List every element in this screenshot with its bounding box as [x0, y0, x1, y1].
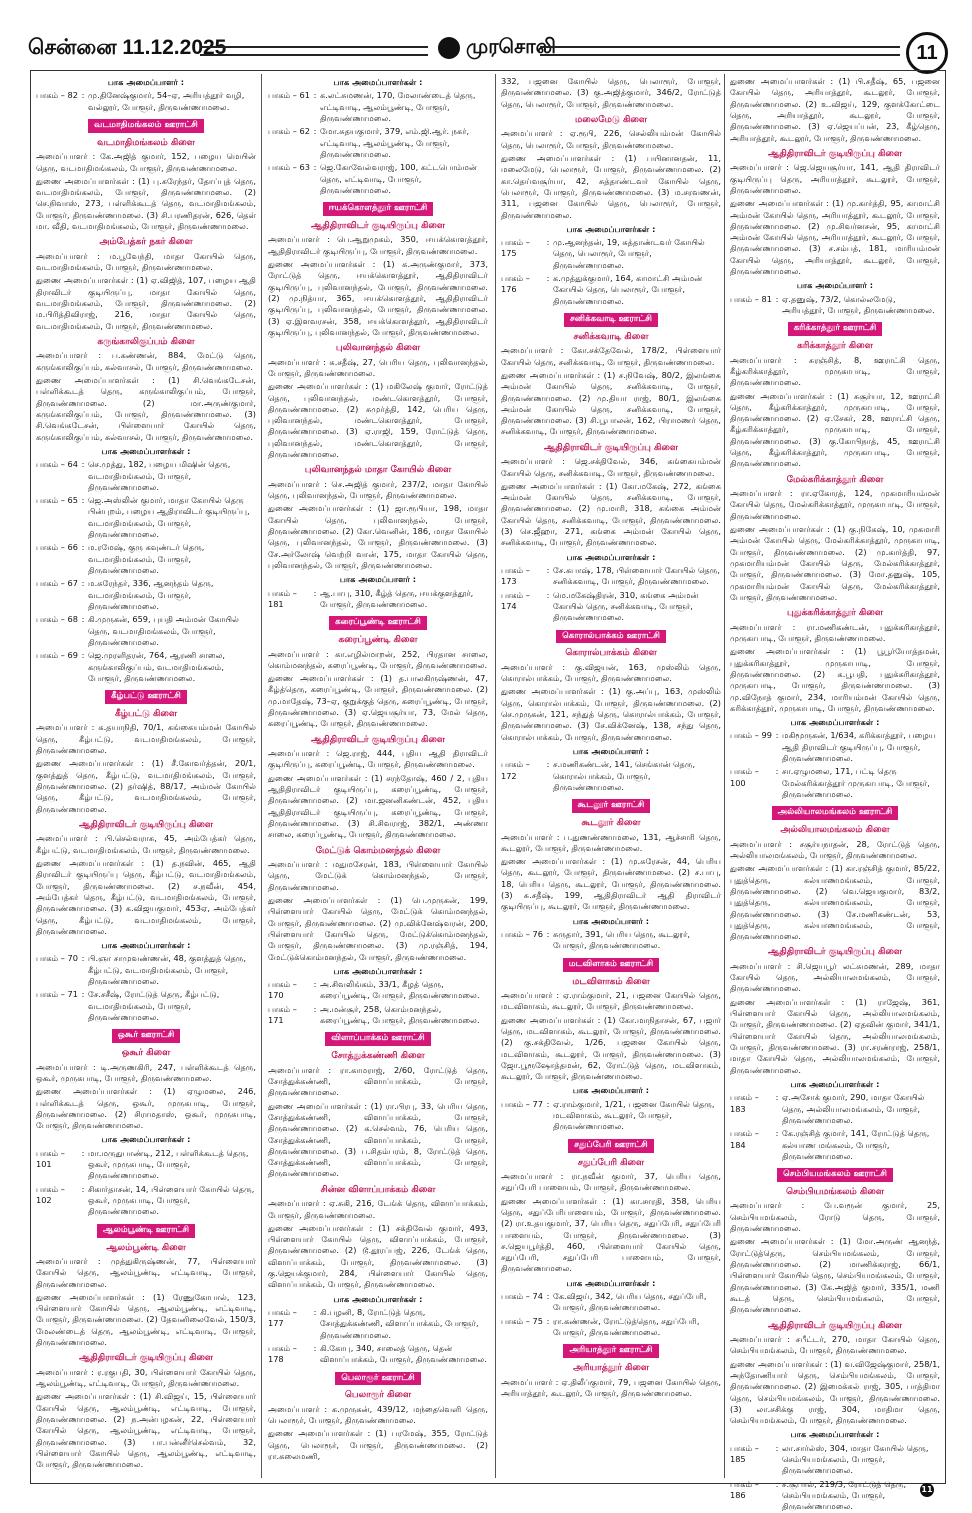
branch-heading: சதுப்பேரி கிளை [577, 1157, 645, 1168]
section-label: பாக அமைப்பாளர் : [339, 574, 417, 585]
booth-row: பாகம் – 175 : மு.ஆனந்தன், 19, சுத்தாண்டவர் கோயில் தெரு, பெலாரூர், போளூர், திருவண்ணாமலை. [501, 237, 705, 270]
branch-heading: அம்பேத்கர் நகர் கிளை [99, 237, 193, 248]
section-label: பாக அமைப்பாளர்கள் : [566, 1277, 656, 1288]
organizer-entry: அமைப்பாளர் : ரா.காமராஜ், 2/60, ரோட்டுத் தெரு, சோத்துக்கண்ணி, விளாப்பாக்கம், போளூர், திருவண்ணாமலை. [268, 1064, 488, 1098]
deputy-organizers-entry: துணை அமைப்பாளர்கள் : (1) சி.விஜய், 15, பிள்ளையார் கோயில் தெரு, ஆலம்பூண்டி, எட்டிவாடி, போளூர், திருவண்ணாமலை. (2) ந.அன்பழகன், 22, பிள்ளையார் கோயில் தெரு, ஆலம்பூண்டி, எட்டிவாடி, போளூர், திருவண்ணாமலை. (3) பா.பன்னீர்செல்வம், 32, பிள்ளையார் கோயில் தெரு, ஆலம்பூண்டி, எட்டிவாடி, போளூர், திருவண்ணாமலை. [36, 1391, 256, 1470]
organizer-entry: அமைப்பாளர் : பி.செல்வராசு, 45, அம்பேத்கர் தெரு, கீழ்பட்டு, வடமாதிமங்கலம், போளூர், திருவண்ணாமலை. [36, 833, 256, 855]
deputy-organizers-entry: துணை அமைப்பாளர்கள் : (1) கோ.மாநிதாசன், 67, பஜார் தெரு, மடவிளாகம், கூடலூர், போளூர், திருவண்ணாமலை. (2) கு.சக்திவேல், 1/26, பஜனை கோயில் தெரு, மடவிளாகம், கூடலூர், போளூர், திருவண்ணாமலை. (3) ஜோ.பூரூஷோத்தமன், 62, ரோட்டுத் தெரு, மடவிளாகம், கூடலூர், போளூர், திருவண்ணாமலை. [501, 1014, 721, 1082]
section-label: பாக அமைப்பாளர் : [107, 77, 185, 87]
deputy-organizers-entry: துணை அமைப்பாளர்கள் : (1) வ.விஜேஷ்குமார், 258/1, அந்தோணியார் தெரு, செம்பியமங்கலம், போளூர், திருவண்ணாமலை. (2) இமைக்கல் ராஜ், 305, பாத்திமா தெரு, செம்பியமங்கலம், போளூர், திருவண்ணாமலை. (3) லா.சசிக்கு ராஜ், 304, மாதிமா தெரு, செம்பியமங்கலம், போளூர், திருவண்ணாமலை. [730, 1358, 940, 1426]
branch-heading: ஆதிதிராவிடர் குடியிருப்பு கிளை [768, 148, 902, 159]
branch-heading: ஆதிதிராவிடர் குடியிருப்பு கிளை [768, 947, 902, 958]
section-label: பாக அமைப்பாளர் : [572, 1085, 650, 1096]
branch-heading: மேல்கரிக்காத்தூர் கிளை [786, 474, 884, 485]
deputy-organizers-entry: துணை அமைப்பாளர்கள் : (1) கா.ரஞ்சித் குமார், 85/22, புதுத்தெரு, கல்யாணமங்கலம், போளூர், திருவண்ணாமலை. (2) வெ.ஜெயகுமார், 83/2, புதுத்தெரு, கல்யாணமங்கலம், போளூர், திருவண்ணாமலை. (3) சே.மணிகண்டன், 53, புதுத்தெரு, கல்யாணமங்கலம், போளூர், திருவண்ணாமலை. [730, 863, 940, 942]
branch-heading: மடவிளாகம் கிளை [572, 976, 650, 987]
booth-row: பாகம் – 174 : மெ.மகேஷ்திரன், 310, கங்கை அம்மன் கோயில் தெரு, சனிக்கவாடி, போளூர், திருவண்ணாமலை. [501, 589, 699, 623]
branch-heading: ஆதிதிராவிடர் குடியிருப்பு கிளை [544, 442, 678, 453]
deputy-organizers-entry: துணை அமைப்பாளர்கள் : (1) சு.அருண்குமார், 373, ரோட்டுத் தெரு, ஈயக்கொளத்தூர், ஆதிதிராவிடர் குடியிருப்பு, புலிவானந்தல், போளூர், திருவண்ணாமலை. (2) மு.நித்யா, 365, ஈயக்கொளத்தூர், ஆதிதிராவிடர் குடியிருப்பு, புலிவானந்தல், போளூர், திருவண்ணாமலை. (3) ஏ.இளவரசன், 358, ஈயக்கொளத்தூர், ஆதிதிராவிடர் குடியிருப்பு, புலிவானந்தல், போளூர், திருவண்ணாமலை. [268, 259, 488, 337]
booth-row: பாகம் – 76 : சுருதார், 391, பெரிய தெரு, கூடலூர், போளூர், திருவண்ணாமலை. [501, 929, 690, 951]
deputy-organizers-entry: துணை அமைப்பாளர்கள் : (1) மகிலேஷ் குமார், ரோட்டுத் தெரு, புலிவானந்தல், மண்டகொளத்தூர், போளூர், திருவண்ணாமலை. (2) சுமுர்த்தி, 142, பெரிய தெரு, புலிவானந்தல், மண்டகொளத்தூர், போளூர், திருவண்ணாமலை. (3) ஏ.ராஜி, 159, ரோட்டுத் தெரு, புலிவானந்தல், மண்டகொளத்தூர், போளூர், திருவண்ணாமலை. [268, 381, 488, 460]
panchayat-heading: வடமாதிமங்கலம் ஊராட்சி [88, 119, 204, 133]
booth-row: பாகம் – 171 : அ.மன்சூர், 258, கொம்மனந்தல், கரைப்பூண்டி, போளூர், திருவண்ணாமலை. [268, 1003, 480, 1026]
branch-heading: புதுக்கரிக்காத்தூர் கிளை [787, 608, 883, 619]
organizer-entry: அமைப்பாளர் : க.தயாநிதி, 70/1, கங்கையம்மன் கோயில் தெரு, கீழ்பட்டு, வடமாதிமங்கலம், போளூர், திருவண்ணாமலை. [36, 722, 256, 756]
deputy-organizers-entry: துணை அமைப்பாளர்கள் : (1) த.நவின், 465, ஆதி திராவிடர் குடியிருப்பு தெரு, கீழ்பட்டு, வடமாதிமங்கலம், போளூர், திருவண்ணாமலை. (2) ச.நவீன், 454, அம்பேத்கர் தெரு, கீழ்பட்டு, வடமாதிமங்கலம், போளூர், திருவண்ணாமலை. (3) க.விஜயகுமார், 453ஏ, அம்பேத்கர் தெரு, கீழ்பட்டு, வடமாதிமங்கலம், போளூர், திருவண்ணாமலை. [36, 857, 256, 936]
branch-heading: சனிக்கவாடி கிளை [573, 331, 649, 342]
branch-heading: அல்லியாலமங்கலம் கிளை [780, 825, 890, 836]
deputy-organizers-entry: துணை அமைப்பாளர்கள் : (1) பரமேஷ், 355, ரோட்டுத் தெரு, பெலாரூர், போளூர், திருவண்ணாமலை. (2) ரா.கலைமணி, [268, 1428, 488, 1462]
branch-heading: ஆதிதிராவிடர் குடியிருப்பு கிளை [311, 220, 445, 231]
booth-row: பாகம் – 66 : ம.ரமேஷ், குரு கவுண்டர் தெரு, வடமாதிமங்கலம், போளூர், திருவண்ணாமலை. [36, 542, 205, 576]
panchayat-heading: அல்லியாலமங்கலம் ஊராட்சி [772, 806, 899, 820]
organizer-entry: அமைப்பாளர் : டி.அருணகிரி, 247, பள்ளிக்கூடத் தெரு, ஒகூர், முருகபாடி, போளூர், திருவண்ணாமலை. [36, 1061, 256, 1083]
section-label: பாக அமைப்பாளர்கள் : [566, 223, 656, 234]
deputy-organizers-entry: துணை அமைப்பாளர்கள் : (1) கா.சாரதி, 358, பெரிய தெரு, சதுப்பேரிபாளையம், போளூர், திருவண்ணாமலை. (2) ரா.உதயகுமார், 37, பெரிய தெரு, சதுப்பேரி, சதுப்பேரி பாளையம், போளூர், திருவண்ணாமலை. (3) ச.ஜெயபூர்த்தி, 460, பிள்ளையார் கோயில் தெரு, சதுப்பேரி, சதுப்பேரி பாளையம், போளூர், திருவண்ணாமலை. [501, 1195, 721, 1274]
deputy-organizers-entry: துணை அமைப்பாளர்கள் : (1) ஏ.விஜித், 107, பழைய ஆதி திராவிடர் குடியிருப்பு, மாதா கோயில் தெரு, வடமாதிமங்கலம், போளூர், திருவண்ணாமலை. (2) ம.பிரித்திவிராஜ், 216, மாதா கோயில் தெரு, வடமாதிமங்கலம், போளூர், திருவண்ணாமலை. [36, 275, 256, 331]
footer-page-number: 11 [920, 1483, 934, 1497]
deputy-organizers-entry: துணை அமைப்பாளர்கள் : (1) பி.சதீஷ், 65, பஜனை கோயில் தெரு, அரியாத்தூர், கூடலூர், போளூர், திருவண்ணாமலை. (2) உ.விஜய், 129, குளக்கோட்டை தெரு, அரியாத்தூர், கூடலூர், போளூர், திருவண்ணாமலை. (3) ஏ.ஜெயப்பன், 23, கீழ்தெரு, அரியாத்தூர், கூடலூர், போளூர், திருவண்ணாமலை. [730, 76, 940, 143]
panchayat-heading: சனிக்கவாடி ஊராட்சி [564, 313, 658, 327]
organizer-entry: அமைப்பாளர் : கோ.சக்தேவேல், 178/2, பிள்ளையார் கோயில் தெரு, சனிக்கவாடி, போளூர், திருவண்ணாமலை. [501, 345, 721, 367]
panchayat-heading: விளாப்பாக்கம் ஊராட்சி [325, 1032, 431, 1046]
panchayat-heading: கரிக்காத்தூர் ஊராட்சி [788, 322, 883, 336]
deputy-organizers-entry: துணை அமைப்பாளர்கள் : (1) ச.நிவேஷ், 80/2, இலங்கை அம்மன் கோயில் தெரு, சனிக்கவாடி, போளூர், திருவண்ணாமலை. (2) மு.தியா ராஜ், 80/1, இலங்கை அம்மன் கோயில் தெரு, சனிக்கவாடி, போளூர், திருவண்ணாமலை. (3) சி.பூபாலன், 162, பிராமணர் தெரு, சனிக்கவாடி, போளூர், திருவண்ணாமலை. [501, 369, 721, 437]
panchayat-heading: ஈயக்கொளத்தூர் ஊராட்சி [323, 202, 434, 216]
branch-heading: ஆதிதிராவிடர் குடியிருப்பு கிளை [768, 1320, 902, 1331]
panchayat-heading: ஆலம்பூண்டி ஊராட்சி [97, 1224, 195, 1238]
deputy-organizers-entry: துணை அமைப்பாளர்கள் : (1) பு.சுரேந்தர், தோப்புத் தெரு, வடமாதிமங்கலம், போளூர், திருவண்ணாமலை. (2) செ.நிவாஸ், 273, பள்ளிக்கூடத் தெரு, வடமாதிமங்கலம், போளூர், திருவண்ணாமலை. (3) சி.பரணிதரன், 626, தெள் மா. வீதி, வடமாதிமங்கலம், போளூர், திருவண்ணாமலை. [36, 175, 256, 232]
branch-heading: கீழ்பட்டு கிளை [114, 709, 178, 719]
booth-row: பாகம் – 181 : ஆ.பாபு, 310, கீழ்த் தெரு, ஈயக்குளத்தூர், போளூர், திருவண்ணாமலை. [268, 587, 474, 609]
branch-heading: புலிவானந்தல் கிளை [335, 343, 421, 354]
branch-heading: சோத்துக்கண்ணி கிளை [331, 1051, 425, 1062]
deputy-organizers-entry: துணை அமைப்பாளர்கள் : (1) பயினானதன், 11, மலைமேடு, பெலாரூர், போளூர், திருவண்ணாமலை. (2) கா.தெய்வசூர்யா, 42, சுத்தாண்டவர் கோயில் தெரு, பெலாரூர், போளூர், திருவண்ணாமலை. (3) ம.சரவணன், 311, பஜனை கோயில் தெரு, பெலாரூர், போளூர், திருவண்ணாமலை. [501, 152, 721, 220]
organizer-entry: அமைப்பாளர் : ஜெ.ராஜ், 444, புதிய ஆதி திராவிடர் குடியிருப்பு, கரைப்பூண்டி, போளூர், திருவண்ணாமலை. [268, 748, 488, 770]
deputy-organizers-entry: துணை அமைப்பாளர்கள் : (1) மோ.அருண் ஆனந்த், ரோட்டுத்தெரு, செம்பியமங்கலம், போளூர், திருவண்ணாமலை. (2) மாணிக்கராஜ், 66/1, பிள்ளையார் கோயில் தெரு, செம்பியமங்கலம், போளூர், திருவண்ணாமலை. (3) கே.அஜித் குமார், 335/1, மணி கூடத் தெரு, செம்பியமங்கலம், போளூர், திருவண்ணாமலை. [730, 1236, 940, 1315]
branch-heading: செம்பியமங்கலம் கிளை [786, 1187, 884, 1198]
booth-row: பாகம் – 70 : பி.ஞா சாமுவண்ணன், 48, குளத்துத் தெரு, கீழ்பட்டு, வடமாதிமங்கலம், போளூர், திருவண்ணாமலை. [36, 953, 246, 987]
organizer-entry: அமைப்பாளர் : கே.அஜித் குமார், 152, பழைய மெயின் தெரு, வடமாதிமங்கலம், போளூர், திருவண்ணாமலை. [36, 151, 256, 173]
deputy-organizers-entry: துணை அமைப்பாளர்கள் : (1) சுசூர்யா, 12, ஊராட்சி தெரு, கீழ்கரிக்காத்தூர், முருகாபாடி, போளூர், திருவண்ணாமலை. (2) ஏ.சேகர், 28, ஊராட்சி தெரு, கீழ்கரிக்காத்தூர், முருகாபாடி, போளூர், திருவண்ணாமலை. (3) கு.கோபிநாத், 45, ஊராட்சி தெரு, கீழ்கரிக்காத்தூர், முருகாபாடி, போளூர், திருவண்ணாமலை. [730, 390, 940, 469]
organizer-entry: அமைப்பாளர் : சு.சதீஷ், 27, பெரிய தெரு, புலிவானந்தல், போளூர், திருவண்ணாமலை. [268, 356, 488, 378]
column-4 [730, 74, 940, 1512]
booth-row: பாகம் – 75 : ரா.கண்ணன், ரோட்டுத்தெரு, சதுப்பேரி, போளூர், திருவண்ணாமலை. [501, 1315, 700, 1338]
column-1 [36, 74, 256, 1478]
organizer-entry: அமைப்பாளர் : ர.ரகுபதி, 30, பிள்ளையார் கோயில் தெரு, ஆலம்பூண்டி, எட்டிவாடி, போளூர், திருவண்ணாமலை. [36, 1366, 256, 1389]
section-label: பாக அமைப்பாளர்கள் : [566, 551, 656, 562]
deputy-organizers-entry: துணை அமைப்பாளர்கள் : (1) சரந்தோஷ், 460 / 2, புதிய ஆதிதிராவிடர் குடியிருப்பு, கரைப்பூண்டி, போளூர், திருவண்ணாமலை. (2) மா.ஜனனிகண்டன், 452, புதிய ஆதிதிராவிடர் குடியிருப்பு, கரைப்பூண்டி, போளூர், திருவண்ணாமலை. (3) சி.சிவராஜ், 382/1, அண்ணா சாலை, கரைப்பூண்டி, போளூர், திருவண்ணாமலை. [268, 772, 488, 840]
section-label: பாக அமைப்பாளர் : [796, 280, 874, 291]
section-label: பாக அமைப்பாளர்கள் : [101, 1134, 191, 1145]
booth-row: பாகம் – 62 : மோ.சுதயகுமார், 379, எம்.ஜி.ஆர். நகர், எட்டிவாடி, ஆலம்பூண்டி, போளூர், திருவண்ணாமலை. [268, 126, 470, 159]
panchayat-heading: கரைப்பூண்டி ஊராட்சி [329, 616, 427, 630]
panchayat-heading: கூடலூர் ஊராட்சி [572, 799, 651, 813]
organizer-entry: அமைப்பாளர் : ஜெ.சக்திவேல், 346, கங்கையம்மன் கோயில் தெரு, சனிக்கவாடி, போளூர், திருவண்ணாமலை. [501, 456, 721, 478]
section-label: பாக அமைப்பாளர்கள் : [333, 965, 423, 976]
booth-row: பாகம் – 172 : ச.மணிகண்டன், 141, செங்கான் தெரு, கொரால்பாக்கம், போளூர், திருவண்ணாமலை. [501, 759, 696, 792]
booth-row: பாகம் – 173 : சே.கபாஷ், 178, பிள்ளையார் கோயில் தெரு, சனிக்கவாடி, போளூர், திருவண்ணாமலை. [501, 565, 720, 587]
organizer-entry: அமைப்பாளர் : ஏ.திலீப்குமார், 79, பஜனை கோயில் தெரு, அரியாத்தூர், கூடலூர், போளூர், திருவண்ணாமலை. [501, 1376, 721, 1398]
booth-row: பாகம் – 63 : ஜெ.கோவேல்வராஜ், 100, கட்டபொம்மன் தெரு, எட்டிவாடி, போளூர், திருவண்ணாமலை. [268, 162, 477, 195]
section-label: பாக அமைப்பாளர்கள் : [101, 940, 191, 951]
booth-row: பாகம் – 101 : மா.மருதுபாண்டி, 212, பள்ளிக்கூடத் தெரு, ஒகூர், முருகபாடி, போளூர், திருவண்ணாமலை. [36, 1147, 249, 1181]
booth-row: பாகம் – 183 : ஏ.அசோக் குமார், 290, மாதா கோயில் தெரு, அல்லியாலமங்கலம், போளூர், திருவண்ணாமலை. [730, 1092, 925, 1125]
bull-emblem-icon [438, 37, 460, 59]
panchayat-heading: ஒகூர் ஊராட்சி [112, 1029, 181, 1043]
organizer-entry: அமைப்பாளர் : சபீட்டர், 270, மாதா கோயில் தெரு, செம்பியமங்கலம், போளூர், திருவண்ணாமலை. [730, 1333, 940, 1356]
booth-row: பாகம் – 77 : ஏ.ராம்குமார், 1/21, பஜனை கோயில் தெரு, மடவிளாகம், கூடலூர், போளூர், திருவண்ணாமலை. [501, 1098, 715, 1132]
deputy-organizers-entry: துணை அமைப்பாளர்கள் : (1) மு.கார்த்தி, 95, காமாட்சி அம்மன் கோயில் தெரு, அரியாத்தூர், கூடலூர், போளூர், திருவண்ணாமலை. (2) மு.சிவர்னசன், 95, காமாட்சி அம்மன் கோயில் தெரு, அரியாத்தூர், கூடலூர், போளூர், திருவண்ணாமலை. (3) ச.சம்பத், 181, மாரியம்மன் கோயில் தெரு, அரியாத்தூர், கூடலூர், போளூர், திருவண்ணாமலை. [730, 198, 940, 277]
booth-row: பாகம் – 68 : கி.முருகன், 659, புயதி அம்மன் கோயில் தெரு, வடமாதிமங்கலம், போளூர், திருவண்ணாமலை. [36, 614, 239, 647]
deputy-organizers-entry: துணை அமைப்பாளர்கள் : (1) கு.அப்பு, 163, முஸ்லிம் தெரு, கொரால்பாக்கம், போளூர், திருவண்ணாமலை. (2) செ.முருகன், 121, சந்துத் தெரு, கொரால்பாக்கம், போளூர், திருவண்ணாமலை. (3) சே.விக்னேஷ், 138, சந்து தெரு, கொரால்பாக்கம், போளூர், திருவண்ணாமலை. [501, 686, 721, 742]
organizer-entry: அமைப்பாளர் : பே.வரூன் குமார், 25, செம்பியமங்கலம், ரோடு தெரு, போளூர், திருவண்ணாமலை. [730, 1200, 940, 1234]
booth-row: பாகம் – 82 : மு.தினேஷ்குமார், 54–ஏ, அரியத்தூர் வழி, வல்லூர், போளூர், திருவண்ணாமலை. [36, 90, 245, 112]
branch-heading: சின்ன விளாப்பாக்கம் கிளை [320, 1184, 436, 1195]
deputy-organizers-entry: துணை அமைப்பாளர்கள் : (1) மு.சுரேசன், 44, பெரிய தெரு, கூடலூர், போளூர், திருவண்ணாமலை. (2) ச.பாபு, 18, பெரிய தெரு, கூடலூர், போளூர், திருவண்ணாமலை. (3) சு.சதீஷ், 199, ஆதிதிராவிடர் ஆதி திராவிடர் குடியிருப்பு, கூடலூர், போளூர், திருவண்ணாமலை. [501, 856, 721, 912]
section-label: பாக அமைப்பாளர்கள் : [101, 445, 191, 456]
section-label: பாக அமைப்பாளர்கள் : [790, 1429, 880, 1440]
organizer-entry: அமைப்பாளர் : மதுமசேரன், 183, பிள்ளையார் கோயில் தெரு, மேட்டுக் கொம்மனந்தல், போளூர், திருவண்ணாமலை. [268, 859, 488, 892]
section-label: பாக அமைப்பாளர்கள் : [333, 1293, 423, 1304]
organizer-entry: அமைப்பாளர் : ப.துணண்ணாமலை, 131, ஆச்சாரி தெரு, கூடலூர், போளூர், திருவண்ணாமலை. [501, 831, 721, 853]
booth-row: பாகம் – 71 : சே.சசீஷ், ரோட்டுத் தெரு, கீழ்பட்டு, வடமாதிமங்கலம், போளூர், திருவண்ணாமலை. [36, 989, 220, 1022]
booth-row: பாகம் – 69 : ஜெ.முரளிதரன், 764, ஆரணி சாலை, கருங்காலிகுப்பம், வடமாதிமங்கலம், போளூர், திருவண்ணாமலை. [36, 650, 226, 683]
paper-logo [438, 34, 556, 61]
booth-row: பாகம் – 100 : சா.ஏழுமலை, 171, பட்டி தெரு மேல்கரிக்காத்தூர் முருகாபாடி, போளூர், திருவண்ணாமலை. [730, 766, 930, 800]
deputy-organizers-entry: துணை அமைப்பாளர்கள் : (1) ரா.பிரபு, 33, பெரிய தெரு, சோத்துக்கண்ணி, விளாப்பாக்கம், போளூர், திருவண்ணாமலை. (2) க.செல்வம், 76, பெரிய தெரு, சோத்துக்கண்ணி, விளாப்பாக்கம், போளூர், திருவண்ணாமலை. (3) ப.சிதம்பரம், 8, ரோட்டுத் தெரு, சோத்துக்கண்ணி, விளாப்பாக்கம், போளூர், திருவண்ணாமலை. [268, 1100, 488, 1179]
organizer-entry: அமைப்பாளர் : ஏ.ராம்குமார், 21, பஜனை கோயில் தெரு, மடவிளாகம், கூடலூர், போளூர், திருவண்ணாமலை. [501, 989, 721, 1012]
page-number-badge: 11 [906, 32, 948, 74]
branch-heading: பெலாரூர் கிளை [344, 1390, 412, 1401]
panchayat-heading: செம்பியமங்கலம் ஊராட்சி [777, 1168, 893, 1182]
organizer-entry: அமைப்பாளர் : பெ.ஆறுமுகம், 350, ஈயக்கொளத்தூர், ஆதிதிராவிடர் குடியிருப்பு, போளூர், திருவண்ணாமலை. [268, 234, 488, 256]
masthead-rule [200, 46, 428, 56]
booth-row: பாகம் – 178 : கி.கோபு, 340, சாலைத் தெரு, தென் விளாப்பாக்கம், போளூர், திருவண்ணாமலை. [268, 1342, 487, 1365]
organizer-entry: அமைப்பாளர் : ஜெ.ஜெயசூர்யா, 141, ஆதி திராவிடர் குடியிருப்பு தெரு, அரியாத்தூர், கூடலூர், போளூர், திருவண்ணாமலை. [730, 162, 940, 195]
branch-heading: புலிவானந்தல் மாதா கோயில் கிளை [304, 465, 452, 476]
booth-row: பாகம் – 61 : க.லட்சுமணன், 170, மேலாண்டைத் தெரு, எட்டிவாடி, ஆலம்பூண்டி, போளூர், திருவண்ணாமலை. [268, 90, 476, 123]
booth-row: பாகம் – 67 : ம.சுரேந்தர், 336, ஆனந்தம் தெரு, வடமாதிமங்கலம், போளூர், திருவண்ணாமலை. [36, 578, 214, 611]
booth-row: பாகம் – 65 : ஜெ.அஸ்லின் குமார், மாதா கோயில் தெரு பின்புறம், பழைய ஆதிராவிடர் குடியிருப்பு, வடமாதிமங்கலம், போளூர், திருவண்ணாமலை. [36, 495, 250, 540]
column-2 [268, 74, 488, 1478]
branch-heading: ஆதிதிராவிடர் குடியிருப்பு கிளை [311, 734, 445, 745]
deputy-organizers-entry: துணை அமைப்பாளர்கள் : (1) ஏழுமலை, 246, பள்ளிக்கூடத் தெரு, ஒகூர், முருகபாடி, போளூர், திருவண்ணாமலை. (2) சிராமதாஸ், ஒகூர், முருகபாடி, போளூர், திருவண்ணாமலை. [36, 1086, 256, 1131]
organizer-entry: அமைப்பாளர் : க.முருகன், 439/12, மந்தைவெளி தெரு, பெலாரூர், போளூர், திருவண்ணாமலை. [268, 1403, 488, 1426]
branch-heading: மலைமேடு கிளை [574, 114, 648, 125]
booth-row: பாகம் – 184 : கே.ரஞ்சித் குமார், 141, ரோட்டுத் தெரு, கல்யாண மங்கலம், போளூர், திருவண்ணாமலை. [730, 1128, 930, 1161]
section-label: பாக அமைப்பாளர்கள் : [790, 1078, 880, 1089]
organizer-entry: அமைப்பாளர் : ம.பூவேந்தி, மாதா கோயில் தெரு, வடமாதிமங்கலம், போளூர், திருவண்ணாமலை. [36, 250, 256, 273]
panchayat-heading: பெலாரூர் ஊராட்சி [335, 1372, 421, 1386]
section-label: பாக அமைப்பாளர் : [572, 915, 650, 926]
deputy-organizers-entry: துணை அமைப்பாளர்கள் : (1) சக்திவேல் குமார், 493, பிள்ளையார் கோயில் தெரு, விளாப்பாக்கம், போளூர், திருவண்ணாமலை. (2) டூ.தூரப்பஜ், 226, டேங்க் தெரு, விளாப்பாக்கம், போளூர், திருவண்ணாமலை. (3) கு.ஜெயக்குமார், 284, பிள்ளையார் கோயில் தெரு, விளாப்பாக்கம், போளூர், திருவண்ணாமலை. [268, 1222, 488, 1290]
deputy-organizers-entry: துணை அமைப்பாளர்கள் : (1) சி.வெங்கடேசன், பள்ளிக்கூடத் தெரு, கருங்காலிகுப்பம், போளூர், திருவண்ணாமலை. (2) மா.அருண்குமார், கருங்காலிகுப்பம், போளூர், திருவண்ணாமலை. (3) சி.வெங்கடேசன், பிள்ளையார் கோயில் தெரு, கருங்காலிகுப்பம், கல்வாசல், போளூர், திருவண்ணாமலை. [36, 375, 256, 442]
column-divider [724, 74, 725, 1478]
branch-heading: கருங்காலிகுப்பம் கிளை [97, 336, 195, 347]
masthead [0, 0, 972, 70]
deputy-organizers-entry: துணை அமைப்பாளர்கள் : (1) பெ.முருகன், 199, பிள்ளையார் கோயில் தெரு, மேட்டுக் கொம்மனந்தல், போளூர், திருவண்ணாமலை. (2) மு.விக்னேஷ்வரன், 200, பிள்ளையார் கோயில் தெரு, மேட்டுக்கொம்மனந்தல், போளூர், திருவண்ணாமலை. (3) மு.ரஞ்சித், 194, மேட்டுக்கொம்மனந்தல், போளூர், திருவண்ணாமலை. [268, 894, 488, 962]
deputy-organizers-entry: துணை அமைப்பாளர்கள் : (1) கோ.மகேஷ், 272, கங்கை அம்மன் கோயில் தெரு, சனிக்கவாடி, போளூர், திருவண்ணாமலை. (2) மு.மாரி, 318, கங்கை அம்மன் கோயில் தெரு, சனிக்கவாடி, போளூர், திருவண்ணாமலை. (3) செ.ஜீஹா, 271, கங்கை அம்மன் கோயில் தெரு, சனிக்கவாடி, போளூர், திருவண்ணாமலை. [501, 480, 721, 548]
branch-heading: ஆதிதிராவிடர் குடியிருப்பு கிளை [79, 819, 213, 830]
organizer-entry: அமைப்பாளர் : ப.கண்ணன், 884, மேட்டு தெரு, கருங்காலிகுப்பம், கல்வாசல், போளூர், திருவண்ணாமலை. [36, 350, 256, 372]
organizer-entry: அமைப்பாளர் : ரா.மணிகண்டன், புதுக்கரிகாத்தூர், முருகாபாடி, போளூர், திருவண்ணாமலை. [730, 621, 940, 643]
continued-entry: 332, பஜனை கோயில் தெரு, பெலாரூர், போளூர், திருவண்ணாமலை. (3) கு.அஜித்குமார், 346/2, ரோட்டுத் தெரு, பெலாரூர், போளூர், திருவண்ணாமலை. [501, 76, 721, 109]
paper-name: முரசொலி [466, 34, 556, 58]
deputy-organizers-entry: துணை அமைப்பாளர்கள் : (1) ரேணுகோபால், 123, பிள்ளையார் கோயில் தெரு, ஆலம்பூண்டி, எட்டிவாடி, போளூர், திருவண்ணாமலை. (2) தேவனிலைவேல், 150/3, மேலண்டைத் தெரு, ஆலம்பூண்டி, எட்டிவாடி, போளூர், திருவண்ணாமலை. [36, 1291, 256, 1348]
organizer-entry: அமைப்பாளர் : ஏ.ரூபி, 226, செல்லியம்மன் கோயில் தெரு, பெலாரூர், போளூர், திருவண்ணாமலை. [501, 128, 721, 150]
deputy-organizers-entry: துணை அமைப்பாளர்கள் : (1) த.பாலகிருஷ்ணன், 47, கீழ்த்தெரு, கரைப்பூண்டி, போளூர், திருவண்ணாமலை. (2) மு.மாதேஷ், 73–ஏ, குறுக்குத் தெரு, கரைப்பூண்டி, போளூர், திருவண்ணாமலை. (3) ஏ.ஜெயசூர்யா, 73, மேல் தெரு, கரைப்பூண்டி, போளூர், திருவண்ணாமலை. [268, 673, 488, 729]
panchayat-heading: மடவிளாகம் ஊராட்சி [563, 958, 660, 972]
section-label: பாக அமைப்பாளர்கள் : [790, 717, 880, 728]
branch-heading: வடமாதிமங்கலம் கிளை [97, 137, 195, 148]
masthead-rule [540, 46, 900, 56]
branch-heading: ஆலம்பூண்டி கிளை [106, 1242, 186, 1253]
section-label: பாக அமைப்பாளர் : [572, 746, 650, 757]
booth-row: பாகம் – 186 : ச.சூபால், 219/3, ரோட்டுத் தெரு, செம்பியமங்கலம், போளூர், திருவண்ணாமலை. [730, 1478, 907, 1512]
panchayat-heading: சதுப்பேரி ஊராட்சி [568, 1139, 654, 1153]
column-divider [261, 74, 262, 1478]
branch-heading: ஆதிதிராவிடர் குடியிருப்பு கிளை [79, 1353, 213, 1364]
organizer-entry: அமைப்பாளர் : சுரஞ்சித், 8, ஊராட்சி தெரு, கீழ்கரிக்காத்தூர், முருகாபாடி, போளூர், திருவண்ணாமலை. [730, 354, 940, 388]
organizer-entry: அமைப்பாளர் : கு.விஜயன், 163, முஸ்லிம் தெரு, கொரால்பாக்கம், போளூர், திருவண்ணாமலை. [501, 661, 721, 684]
column-3 [501, 74, 721, 1478]
deputy-organizers-entry: துணை அமைப்பாளர்கள் : (1) கு.நிகேஷ், 10, முகமாரி அம்மன் கோயில் தெரு, மேல்கரிக்காத்தூர், முருகாபாடி, போளூர், திருவண்ணாமலை. (2) மு.கார்த்தி, 97, முகமாரியம்மன் கோயில் தெரு, மேல்கரிக்காத்தூர், போளூர், திருவண்ணாமலை. (3) மோ.தனுஷ், 105, முகமாரியம்மன் கோயில் தெரு, மேல்கரிக்காத்தூர், போளூர், திருவண்ணாமலை. [730, 524, 940, 602]
booth-row: பாகம் – 177 : கி.பழனி, 8, ரோட்டுத் தெரு, சோத்துக்கண்ணி, விளாப்பாக்கம், போளூர், திருவண்ணாமலை. [268, 1307, 479, 1340]
section-label: பாக அமைப்பாளர்கள் : [333, 77, 423, 87]
organizer-entry: அமைப்பாளர் : ரா.நவீன் குமார், 37, பெரிய தெரு, சதுப்பேரி பாளையம், போளூர், திருவண்ணாமலை. [501, 1170, 721, 1193]
booth-row: பாகம் – 176 : க.முத்துக்குமார், 164, காமாட்சி அம்மன் கோயில் தெரு, பெலாரூர், போளூர், திருவண்ணாமலை. [501, 273, 703, 306]
organizer-entry: அமைப்பாளர் : ஏ.சுகி, 216, டேங்க் தெரு, விளாப்பாக்கம், போளூர், திருவண்ணாமலை. [268, 1198, 488, 1220]
column-divider [495, 74, 496, 1478]
branch-heading: கரைப்பூண்டி கிளை [338, 635, 418, 646]
branch-heading: ஒகூர் கிளை [121, 1048, 171, 1059]
panchayat-heading: கொரால்பாக்கம் ஊராட்சி [556, 630, 666, 644]
panchayat-heading: கீழ்பட்டு ஊராட்சி [105, 690, 187, 704]
dateline: சென்னை 11.12.2025 [28, 36, 227, 59]
deputy-organizers-entry: துணை அமைப்பாளர்கள் : (1) ஜா.ரூபியா, 198, மாதா கோயில் தெரு, புலிவானந்தல், போளூர், திருவண்ணாமலை. (2) கோ.வெனின், 186, மாதா கோயில் தெரு, புலிவானந்தல், போளூர், திருவண்ணாமலை. (3) சே.அர்லோஷ் வெற்றி வான், 175, மாதா கோயில் தெரு, புலிவானந்தல், போளூர், திருவண்ணாமலை. [268, 503, 488, 571]
deputy-organizers-entry: துணை அமைப்பாளர்கள் : (1) சீ.கோவர்த்தன், 20/1, குளத்துத் தெரு, கீழ்பட்டு, வடமாதிமங்கலம், போளூர், திருவண்ணாமலை. (2) தர்ஷித், 88/17, அம்மன் கோயில் தெரு, கீழ்பட்டு, வடமாதிமங்கலம், போளூர், திருவண்ணாமலை. [36, 758, 256, 814]
deputy-organizers-entry: துணை அமைப்பாளர்கள் : (1) ராஜேஷ், 361, பிள்ளையார் கோயில் தெரு, அல்லியாலமங்கலம், போளூர், திருவண்ணாமலை. (2) ஏதவின் குமார், 341/1, பிள்ளையார் கோயில் தெரு, அல்லியாலமங்கலம், போளூர், திருவண்ணாமலை. (3) ரா.சரண்ராஜ், 258/1, மாதா கோயில் தெரு, அல்லியாலமங்கலம், போளூர், திருவண்ணாமலை. [730, 996, 940, 1075]
booth-row: பாகம் – 185 : லா.சார்ல்ஸ், 304, மாதா கோயில் தெரு, செம்பியமங்கலம், போளூர், திருவண்ணாமலை. [730, 1442, 929, 1476]
booth-row: பாகம் – 64 : செ.முத்து, 182, பழைய மிஷின் தெரு, வடமாதிமங்கலம், போளூர், திருவண்ணாமலை. [36, 459, 231, 492]
branch-heading: கொரால்பாக்கம் கிளை [565, 648, 657, 659]
branch-heading: கரிக்காத்தூர் கிளை [797, 341, 873, 352]
organizer-entry: அமைப்பாளர் : ரா.ஏகோரத், 124, முகமாரியம்மன் கோயில் தெரு, மேல்கரிக்காத்தூர், முருகாபாடி, போளூர், திருவண்ணாமலை. [730, 488, 940, 521]
deputy-organizers-entry: துணை அமைப்பாளர்கள் : (1) பூபூர்யோத்தமன், புதுக்கரிகாத்தூர், முருகாபாடி, போளூர், திருவண்ணாமலை. (2) க.பூபதி, புதுக்கரிகாத்தூர், முருகாபாடி, போளூர், திருவண்ணாமலை. (3) மு.விநோத் குமார், 234, மாரியம்மன் கோயில் தெரு, கரிக்காத்தூர், முருகாபாடி, போளூர், திருவண்ணாமலை. [730, 646, 940, 713]
organizer-entry: அமைப்பாளர் : செ.அஜித் குமார், 237/2, மாதா கோயில் தெரு, புலிவானந்தல், போளூர், திருவண்ணாமலை. [268, 478, 488, 501]
branch-heading: கூடலூர் கிளை [581, 818, 641, 829]
booth-row: பாகம் – 81 : ஏ.தனுஷ், 73/2, கொல்லமேடு, அரியத்தூர், போளூர், திருவண்ணாமலை. [730, 293, 935, 316]
booth-row: பாகம் – 170 : அ.சிவலிங்கம், 33/1, கீழத் தெரு, கரைப்பூண்டி, போளூர், திருவண்ணாமலை. [268, 979, 480, 1001]
panchayat-heading: அரியாத்தூர் ஊராட்சி [563, 1344, 658, 1358]
branch-heading: அரியாத்தூர் கிளை [572, 1363, 650, 1374]
booth-row: பாகம் – 74 : கே.விஜய், 342, பெரிய தெரு, சதுப்பேரி, போளூர், திருவண்ணாமலை. [501, 1291, 707, 1313]
booth-row: பாகம் – 102 : சிகார்தாசன், 14, பிள்ளையார் கோயில் தெரு, ஒகூர், முருகபாடி, போளூர், திருவண்ணாமலை. [36, 1183, 255, 1217]
branch-heading: மேட்டுக் கொம்மனந்தல் கிளை [315, 845, 441, 856]
organizer-entry: அமைப்பாளர் : சசூர்யநாதன், 28, ரோட்டுத் தெரு, அல்லியாலமங்கலம், போளூர், திருவண்ணாமலை. [730, 838, 940, 860]
organizer-entry: அமைப்பாளர் : முத்துகிருஷ்ணன், 77, பிள்ளையார் கோயில் தெரு, ஆலம்பூண்டி, எட்டிவாடி, போளூர், திருவண்ணாமலை. [36, 1255, 256, 1289]
organizer-entry: அமைப்பாளர் : கா.எழில்மாறன், 252, பிரதான சாலை, கொம்மனந்தல், கரைப்பூண்டி, போளூர், திருவண்ணாமலை. [268, 648, 488, 670]
organizer-entry: அமைப்பாளர் : சி.ஜெயபூர் லட்சுமணன், 289, மாதா கோயில் தெரு, அல்லியாலமங்கலம், போளூர், திருவண்ணாமலை. [730, 960, 940, 994]
booth-row: பாகம் – 99 : மகிமூருகன், 1/634, கரிக்காத்தூர், பழைய ஆதி திராவிடர் குடியிருப்பு, போளூர், திருவண்ணாமலை. [730, 730, 936, 764]
